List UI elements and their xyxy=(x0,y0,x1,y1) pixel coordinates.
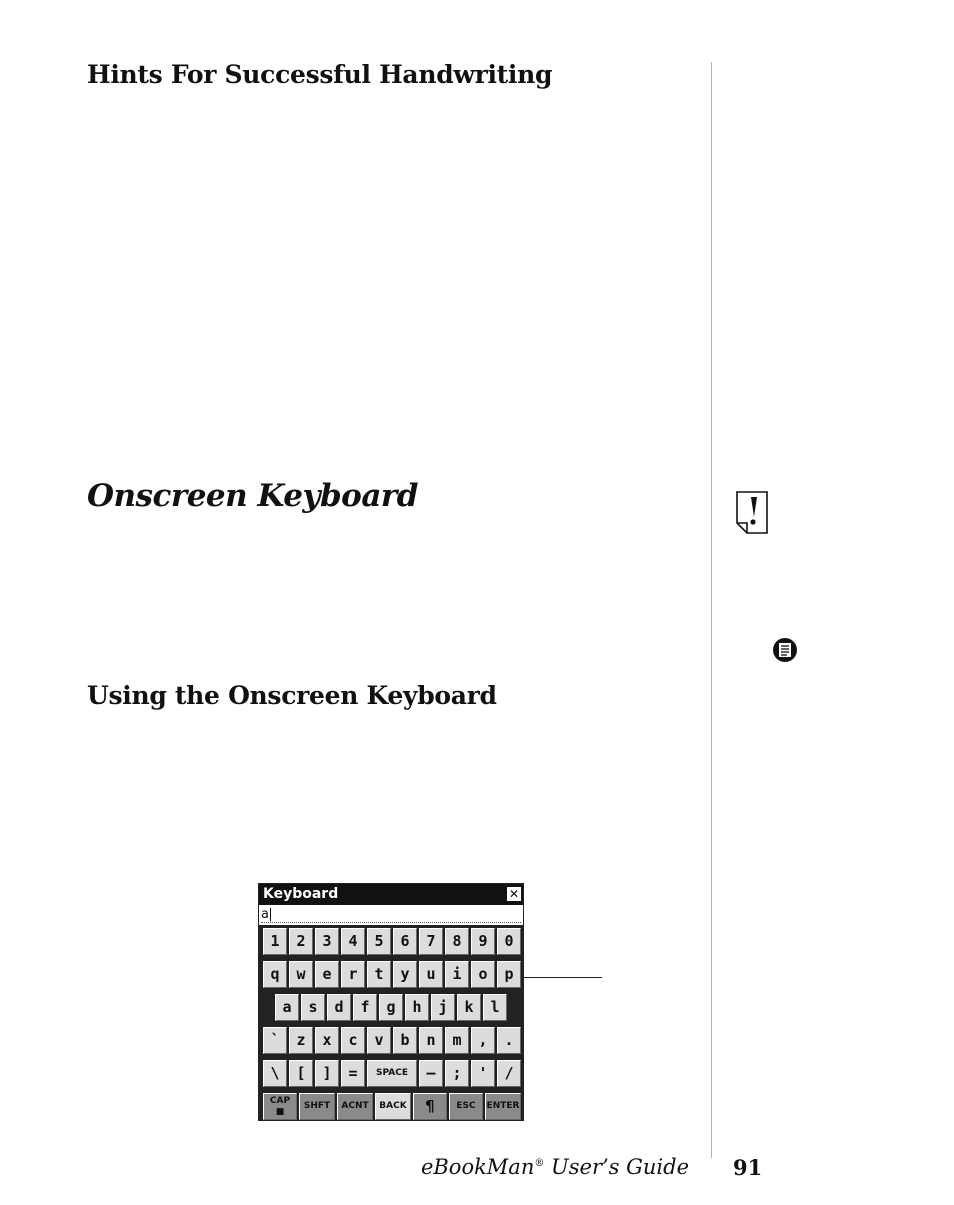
keyboard-input-field[interactable] xyxy=(261,906,521,923)
key[interactable]: x xyxy=(315,1027,339,1054)
section-heading-hints: Hints For Successful Handwriting xyxy=(87,60,553,89)
exclamation-note-icon xyxy=(736,491,768,534)
footer-title-rest: User’s Guide xyxy=(544,1155,689,1179)
keyboard-row-bottom-letters xyxy=(259,1024,523,1057)
lock-icon: ■ xyxy=(275,1107,285,1117)
keyboard-title: Keyboard xyxy=(263,886,339,902)
key[interactable]: 7 xyxy=(419,928,443,955)
keyboard-key-area xyxy=(259,925,523,1121)
key[interactable]: ' xyxy=(471,1060,495,1087)
key[interactable]: = xyxy=(341,1060,365,1087)
section-heading-onscreen-keyboard: Onscreen Keyboard xyxy=(87,478,418,514)
escape-key[interactable]: ESC xyxy=(449,1093,483,1120)
key[interactable]: v xyxy=(367,1027,391,1054)
key[interactable]: e xyxy=(315,961,339,988)
keyboard-input-value: a xyxy=(261,907,269,922)
caps-lock-key[interactable] xyxy=(263,1093,297,1120)
key[interactable]: h xyxy=(405,994,429,1021)
key[interactable]: z xyxy=(289,1027,313,1054)
key[interactable]: , xyxy=(471,1027,495,1054)
key[interactable]: 2 xyxy=(289,928,313,955)
key[interactable]: ] xyxy=(315,1060,339,1087)
key[interactable]: b xyxy=(393,1027,417,1054)
keyboard-row-symbols xyxy=(259,1057,523,1090)
space-key[interactable]: SPACE xyxy=(367,1060,417,1087)
key[interactable]: w xyxy=(289,961,313,988)
key[interactable]: p xyxy=(497,961,521,988)
key[interactable]: c xyxy=(341,1027,365,1054)
key[interactable]: y xyxy=(393,961,417,988)
section-heading-using-keyboard: Using the Onscreen Keyboard xyxy=(87,681,497,710)
accent-key[interactable]: ACNT xyxy=(337,1093,373,1120)
key[interactable]: f xyxy=(353,994,377,1021)
key[interactable]: q xyxy=(263,961,287,988)
key[interactable]: ` xyxy=(263,1027,287,1054)
key[interactable]: – xyxy=(419,1060,443,1087)
key[interactable]: [ xyxy=(289,1060,313,1087)
key[interactable]: ; xyxy=(445,1060,469,1087)
caps-lock-label: CAP xyxy=(269,1096,291,1106)
enter-key[interactable]: ENTER xyxy=(485,1093,521,1120)
keyboard-title-bar xyxy=(259,884,523,905)
key[interactable]: 4 xyxy=(341,928,365,955)
key[interactable]: 3 xyxy=(315,928,339,955)
key[interactable]: n xyxy=(419,1027,443,1054)
key[interactable]: 6 xyxy=(393,928,417,955)
key[interactable]: 9 xyxy=(471,928,495,955)
keyboard-row-home xyxy=(259,991,523,1024)
shift-key[interactable]: SHFT xyxy=(299,1093,335,1120)
footer-title-main: eBookMan xyxy=(420,1155,535,1179)
key[interactable]: j xyxy=(431,994,455,1021)
keyboard-row-qwerty xyxy=(259,958,523,991)
backspace-key[interactable]: BACK xyxy=(375,1093,411,1120)
key[interactable]: o xyxy=(471,961,495,988)
key[interactable]: r xyxy=(341,961,365,988)
paragraph-key[interactable]: ¶ xyxy=(413,1093,447,1120)
keyboard-row-numbers xyxy=(259,925,523,958)
page-number: 91 xyxy=(733,1155,763,1180)
key[interactable]: l xyxy=(483,994,507,1021)
key[interactable]: . xyxy=(497,1027,521,1054)
key[interactable]: 0 xyxy=(497,928,521,955)
key[interactable]: a xyxy=(275,994,299,1021)
key[interactable]: m xyxy=(445,1027,469,1054)
registered-mark: ® xyxy=(534,1158,545,1169)
onscreen-keyboard-figure xyxy=(258,883,524,1121)
close-icon[interactable]: ✕ xyxy=(508,887,520,901)
keyboard-row-function xyxy=(259,1090,523,1121)
key[interactable]: d xyxy=(327,994,351,1021)
key[interactable]: i xyxy=(445,961,469,988)
key[interactable]: / xyxy=(497,1060,521,1087)
key[interactable]: g xyxy=(379,994,403,1021)
notepad-icon xyxy=(772,637,798,663)
key[interactable]: 8 xyxy=(445,928,469,955)
footer-book-title xyxy=(421,1155,689,1179)
text-caret xyxy=(270,908,271,921)
margin-rule xyxy=(711,62,712,1158)
key[interactable]: \ xyxy=(263,1060,287,1087)
key[interactable]: 5 xyxy=(367,928,391,955)
key[interactable]: t xyxy=(367,961,391,988)
key[interactable]: u xyxy=(419,961,443,988)
figure-callout-line xyxy=(524,977,602,978)
key[interactable]: k xyxy=(457,994,481,1021)
key[interactable]: 1 xyxy=(263,928,287,955)
key[interactable]: s xyxy=(301,994,325,1021)
